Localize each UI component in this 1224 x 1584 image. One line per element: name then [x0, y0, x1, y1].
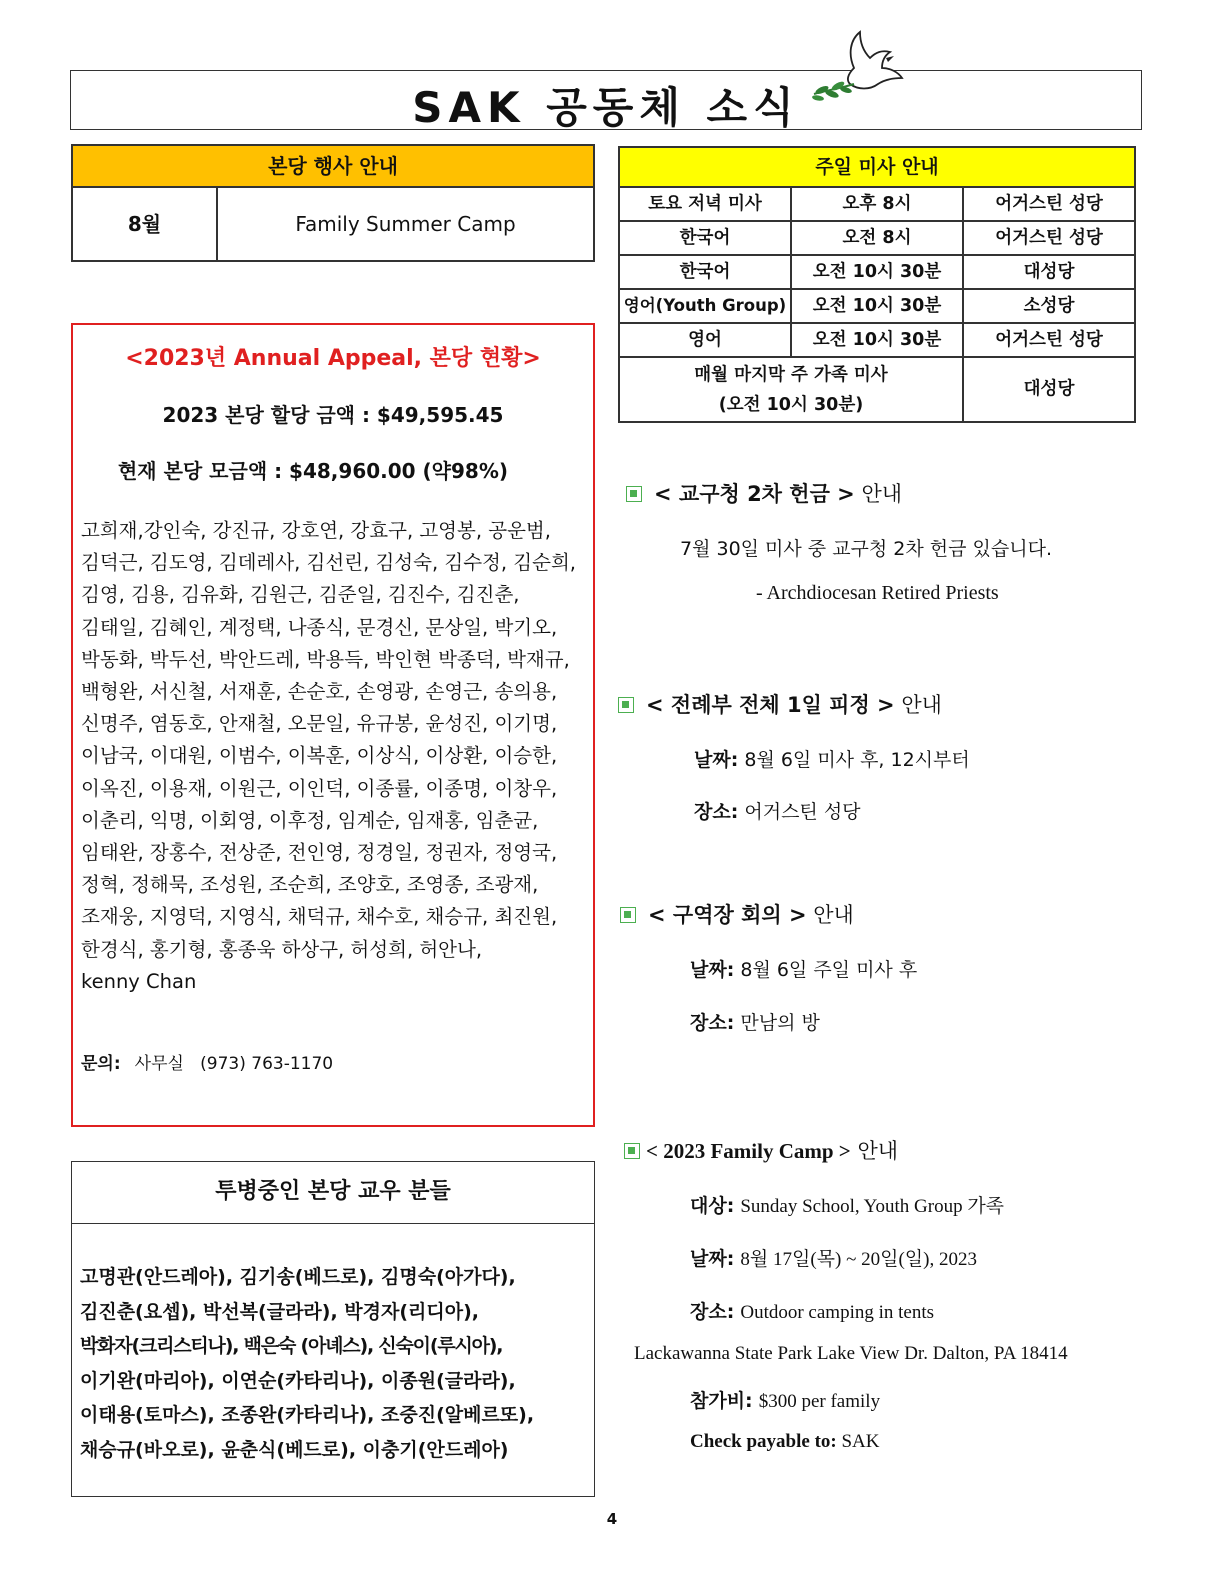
dove-icon: [808, 28, 908, 112]
mass-time: 오전 8시: [792, 222, 964, 254]
place-label: 장소:: [690, 1301, 735, 1323]
list-item: 고명관(안드레아), 김기송(베드로), 김명숙(아가다),: [80, 1266, 516, 1288]
diocese-collection-text: 7월 30일 미사 중 교구청 2차 헌금 있습니다.: [680, 538, 1052, 560]
parish-events-table: [71, 144, 595, 262]
mass-place: 대성당: [1023, 379, 1075, 399]
date-value: 8월 6일 미사 후, 12시부터: [744, 749, 970, 771]
mass-time: 오전 10시 30분: [792, 324, 964, 356]
notice-title: < 구역장 회의 >: [648, 903, 807, 927]
mass-title: 주일 미사 안내: [620, 148, 1134, 188]
target-value: Sunday School, Youth Group 가족: [740, 1196, 1005, 1217]
check-label: Check payable to:: [690, 1431, 837, 1452]
table-row: [620, 358, 1134, 421]
mass-place: 어거스틴 성당: [995, 194, 1103, 214]
table-row: [620, 290, 1134, 324]
target-label: 대상:: [690, 1195, 735, 1217]
page-number: 4: [606, 1510, 618, 1528]
camp-check: [690, 1431, 880, 1453]
notice-title: < 교구청 2차 헌금 >: [654, 482, 855, 506]
camp-fee: [690, 1386, 880, 1413]
notice-liturgy-retreat: [618, 689, 942, 719]
mass-time: 오후 8시: [792, 188, 964, 220]
contact-label: 문의:: [81, 1054, 121, 1074]
donor-line: 김덕근, 김도영, 김데레사, 김선린, 김성숙, 김수정, 김순희,: [81, 551, 576, 575]
green-square-bullet-icon: [618, 697, 634, 713]
notice-suffix: 안내: [857, 1139, 899, 1163]
retreat-date: [694, 745, 970, 772]
donor-line: 김영, 김용, 김유화, 김원근, 김준일, 김진수, 김진춘,: [81, 583, 520, 607]
contact-value: 사무실 (973) 763-1170: [134, 1054, 334, 1074]
donor-line: kenny Chan: [81, 969, 197, 993]
sick-parishioners-box: [71, 1161, 595, 1497]
notice-title: < 전례부 전체 1일 피정 >: [646, 693, 895, 717]
mass-time: 오전 10시 30분: [792, 256, 964, 288]
place-value: Outdoor camping in tents: [740, 1302, 935, 1323]
sick-title: 투병중인 본당 교우 분들: [72, 1162, 594, 1224]
list-item: 박화자(크리스티나), 백은숙 (아녜스), 신숙이(루시아),: [80, 1335, 503, 1357]
notice-suffix: 안내: [861, 482, 903, 506]
diocese-collection-sub: - Archdiocesan Retired Priests: [756, 582, 999, 604]
place-value: 어거스틴 성당: [744, 801, 861, 823]
appeal-title: <2023년 Annual Appeal, 본당 현황>: [125, 346, 541, 371]
family-mass-cell: [620, 358, 964, 421]
date-value: 8월 17일(목) ~ 20일(일), 2023: [740, 1249, 977, 1270]
appeal-contact: [81, 1049, 333, 1074]
mass-place: 어거스틴 성당: [995, 228, 1103, 248]
place-value: 만남의 방: [740, 1012, 820, 1034]
donor-list: [81, 515, 593, 998]
table-row: [620, 188, 1134, 222]
meeting-date: [690, 955, 917, 982]
event-month: 8월: [73, 188, 218, 260]
event-name: Family Summer Camp: [295, 212, 516, 236]
mass-place: 대성당: [1023, 262, 1075, 282]
mass-time: 오전 10시 30분: [792, 290, 964, 322]
notice-district-meeting: [620, 899, 854, 929]
donor-line: 조재웅, 지영덕, 지영식, 채덕규, 채수호, 채승규, 최진원,: [81, 905, 558, 929]
date-label: 날짜:: [694, 749, 739, 771]
table-row: [73, 188, 593, 260]
donor-line: 고희재,강인숙, 강진규, 강호연, 강효구, 고영봉, 공운범,: [81, 519, 551, 542]
family-mass-label: 매월 마지막 주 가족 미사: [694, 365, 888, 385]
date-label: 날짜:: [690, 959, 735, 981]
list-item: 이태용(토마스), 조종완(카타리나), 조중진(알베르또),: [80, 1404, 535, 1426]
mass-place: 어거스틴 성당: [995, 330, 1103, 350]
appeal-target-amount: 2023 본당 할당 금액 : $49,595.45: [162, 403, 504, 427]
date-label: 날짜:: [690, 1248, 735, 1270]
camp-target: [690, 1191, 1004, 1218]
table-row: [620, 324, 1134, 358]
place-label: 장소:: [694, 801, 739, 823]
camp-address: Lackawanna State Park Lake View Dr. Dalton, PA 18414: [634, 1343, 1068, 1364]
mass-type: 영어: [620, 324, 792, 356]
mass-type: 한국어: [620, 256, 792, 288]
list-item: 김진춘(요셉), 박선복(글라라), 박경자(리디아),: [80, 1300, 480, 1323]
green-square-bullet-icon: [626, 486, 642, 502]
donor-line: 임태완, 장홍수, 전상준, 전인영, 정경일, 정권자, 정영국,: [81, 841, 558, 865]
notice-diocese-collection: [626, 478, 902, 508]
donor-line: 백형완, 서신철, 서재훈, 손순호, 손영광, 손영근, 송의용,: [81, 680, 558, 704]
donor-line: 김태일, 김혜인, 계정택, 나종식, 문경신, 문상일, 박기오,: [81, 615, 558, 639]
green-square-bullet-icon: [620, 907, 636, 923]
donor-line: 이춘리, 익명, 이회영, 이후정, 임계순, 임재홍, 임춘균,: [81, 808, 539, 832]
mass-type: 한국어: [620, 222, 792, 254]
notice-family-camp: [624, 1135, 898, 1165]
donor-line: 이남국, 이대원, 이범수, 이복훈, 이상식, 이상환, 이승한,: [81, 744, 558, 768]
green-square-bullet-icon: [624, 1143, 640, 1159]
annual-appeal-box: [71, 323, 595, 1127]
place-label: 장소:: [690, 1012, 735, 1034]
list-item: 채승규(바오로), 윤춘식(베드로), 이충기(안드레아): [80, 1438, 509, 1461]
page-title: SAK 공동체 소식: [412, 83, 800, 132]
fee-value: $300 per family: [758, 1391, 881, 1412]
notice-suffix: 안내: [901, 693, 942, 717]
donor-line: 정혁, 정해묵, 조성원, 조순희, 조양호, 조영종, 조광재,: [81, 873, 539, 897]
mass-schedule-table: [618, 146, 1136, 423]
notice-title: < 2023 Family Camp >: [646, 1139, 851, 1163]
camp-date: [690, 1244, 977, 1271]
date-value: 8월 6일 주일 미사 후: [740, 959, 918, 981]
donor-line: 한경식, 홍기형, 홍종욱 하상구, 허성희, 허안나,: [81, 937, 483, 961]
notice-suffix: 안내: [813, 903, 854, 927]
donor-line: 박동화, 박두선, 박안드레, 박용득, 박인현 박종덕, 박재규,: [81, 647, 570, 671]
camp-place: [690, 1297, 934, 1324]
mass-place: 소성당: [1023, 296, 1075, 316]
donor-line: 신명주, 염동호, 안재철, 오문일, 유규봉, 윤성진, 이기명,: [81, 712, 558, 736]
table-row: [620, 222, 1134, 256]
newsletter-header: [70, 70, 1142, 130]
mass-type: 토요 저녁 미사: [620, 188, 792, 220]
meeting-place: [690, 1008, 820, 1035]
check-value: SAK: [841, 1431, 880, 1452]
events-title: 본당 행사 안내: [73, 146, 593, 188]
list-item: 이기완(마리아), 이연순(카타리나), 이종원(글라라),: [80, 1369, 516, 1392]
fee-label: 참가비:: [690, 1390, 753, 1412]
sick-list: [80, 1260, 534, 1467]
donor-line: 이옥진, 이용재, 이원근, 이인덕, 이종률, 이종명, 이창우,: [81, 776, 558, 800]
appeal-current-amount: 현재 본당 모금액 : $48,960.00 (약98%): [117, 459, 509, 483]
retreat-place: [694, 797, 861, 824]
table-row: [620, 256, 1134, 290]
family-mass-time: (오전 10시 30분): [718, 395, 864, 415]
mass-type: 영어(Youth Group): [620, 290, 792, 322]
